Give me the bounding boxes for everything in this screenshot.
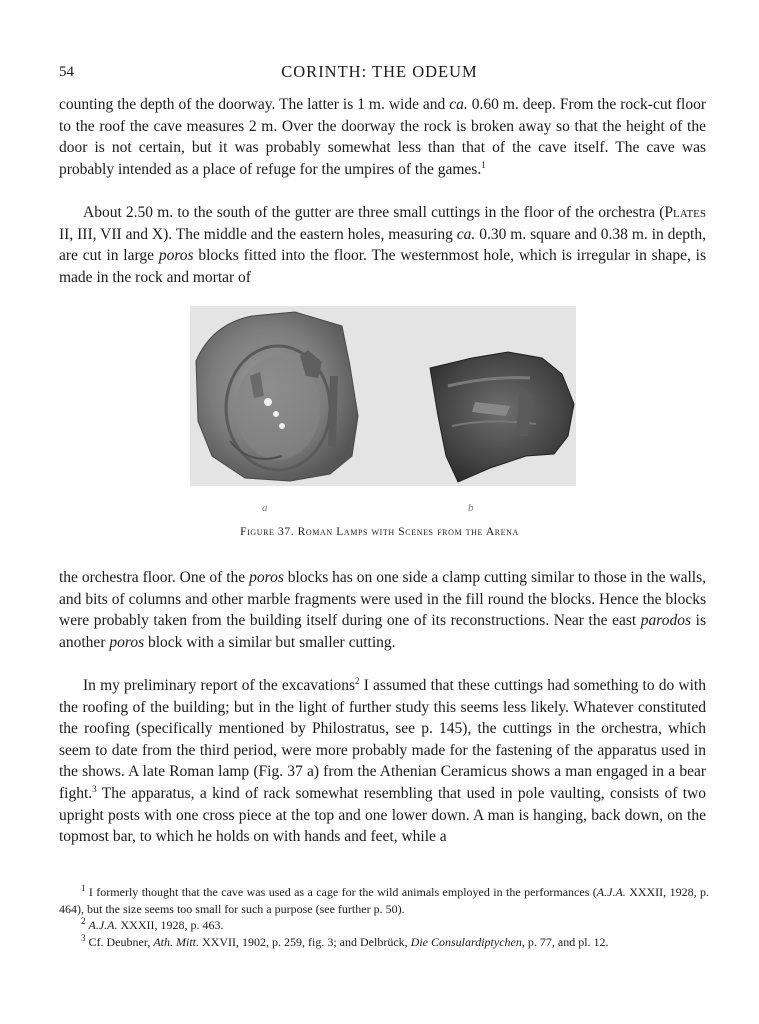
figure-label-b: b [468,502,474,514]
paragraph-2: About 2.50 m. to the south of the gutter are three small cuttings in the floor of the orchestra (Plates II, III, VII and X). The middle and the eastern holes, measuring ca. 0.30 m. square and 0.38 m. in depth, are cut in large poros blocks fitted into the floor. The westernmost hole, which is irregular in shape, is made in the rock and mortar of [59,204,706,286]
footnote-3: $^3$ Cf. Deubner, Ath. Mitt. XXVII, 1902, p. 259, fig. 3; and Delbrück, Die Consulardiptychen, p. 77, and pl. 12. [81,932,609,949]
paragraph-1: counting the depth of the doorway. The latter is 1 m. wide and ca. 0.60 m. deep. From the rock-cut floor to the roof the cave measures 2 m. Over the doorway the rock is broken away so that the height of the door is not certain, but it was probably somewhat less than that of the cave itself. The cave was probably intended as a place of refuge for the umpires of the games.$^1$ [59,96,706,178]
figure-caption: Figure 37. Roman Lamps with Scenes from the Arena [240,526,519,538]
paragraph-3: the orchestra floor. One of the poros blocks has on one side a clamp cutting similar to those in the walls, and bits of columns and other marble fragments were used in the fill round the blocks. Hence the blocks were probably taken from the building itself during one of its reconstructions. Near the east parodos is another poros block with a similar but smaller cutting. [59,569,706,651]
running-title: CORINTH: THE ODEUM [281,62,478,81]
page-number: 54 [59,64,74,80]
footnote-2: $^2$ A.J.A. XXXII, 1928, p. 463. [81,916,224,933]
footnote-ref-1[interactable]: 1 [481,159,486,170]
paragraph-4: In my preliminary report of the excavations$^2$ I assumed that these cuttings had something to do with the roofing of the building; but in the light of further study this seems less likely. Whatever constituted the roofing (specifically mentioned by Philostratus, see p. 145), the cuttings in the orchestra, which seem to date from the third period, were more probably made for the fastening of the apparatus used in the shows. A late Roman lamp (Fig. 37 a) from the Athenian Ceramicus shows a man engaged in a bear fight.$^3$ The apparatus, a kind of rack somewhat resembling that used in pole vaulting, consists of two upright posts with one cross piece at the top and one lower down. A man is hanging, back down, on the topmost bar, to which he holds on with hands and feet, while a [59,675,706,846]
footnotes [59,884,709,950]
footnote-1: $^1$ I formerly thought that the cave was used as a cage for the wild animals employed in the performances (A.J.A. XXXII, 1928, p. 464), but the size seems too small for such a purpose (see further p. 50). [59,883,709,916]
footnote-ref-2[interactable]: 2 [355,675,360,686]
figure-37 [190,306,576,519]
footnote-ref-3[interactable]: 3 [92,783,97,794]
lamps-photograph [190,306,576,519]
figure-label-a: a [262,502,268,514]
